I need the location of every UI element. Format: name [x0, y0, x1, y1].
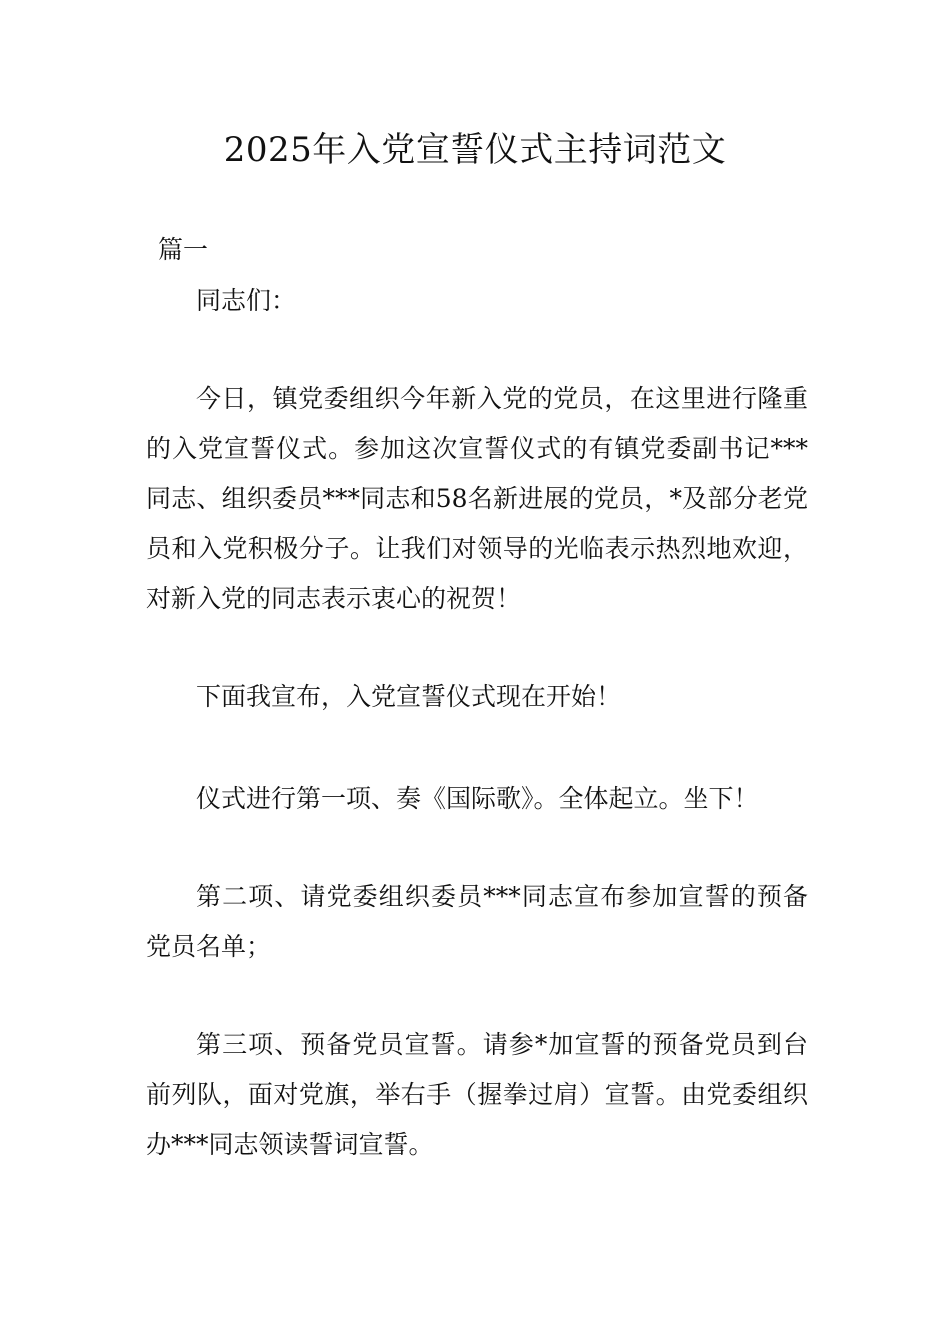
paragraph-greeting: 同志们：	[196, 286, 297, 315]
document-title: 2025年入党宣誓仪式主持词范文	[223, 130, 727, 170]
paragraph-item-one: 仪式进行第一项、奏《国际歌》。全体起立。坐下！	[196, 784, 759, 813]
paragraph-announcement: 下面我宣布，入党宣誓仪式现在开始！	[196, 682, 622, 711]
paragraph-item-three: 第三项、预备党员宣誓。请参*加宣誓的预备党员到台前列队，面对党旗，举右手（握拳过肩）宣誓。由党委组织办***同志领读誓词宣誓。	[146, 1030, 808, 1159]
paragraph-item-two: 第二项、请党委组织委员***同志宣布参加宣誓的预备党员名单；	[146, 882, 808, 961]
section-label: 篇一	[158, 235, 209, 264]
paragraph-opening: 今日，镇党委组织今年新入党的党员，在这里进行隆重的入党宣誓仪式。参加这次宣誓仪式的有镇党委副书记***同志、组织委员***同志和58名新进展的党员，*及部分老党员和入党积极分子。让我们对领导的光临表示热烈地欢迎，对新入党的同志表示衷心的祝贺！	[146, 384, 808, 613]
